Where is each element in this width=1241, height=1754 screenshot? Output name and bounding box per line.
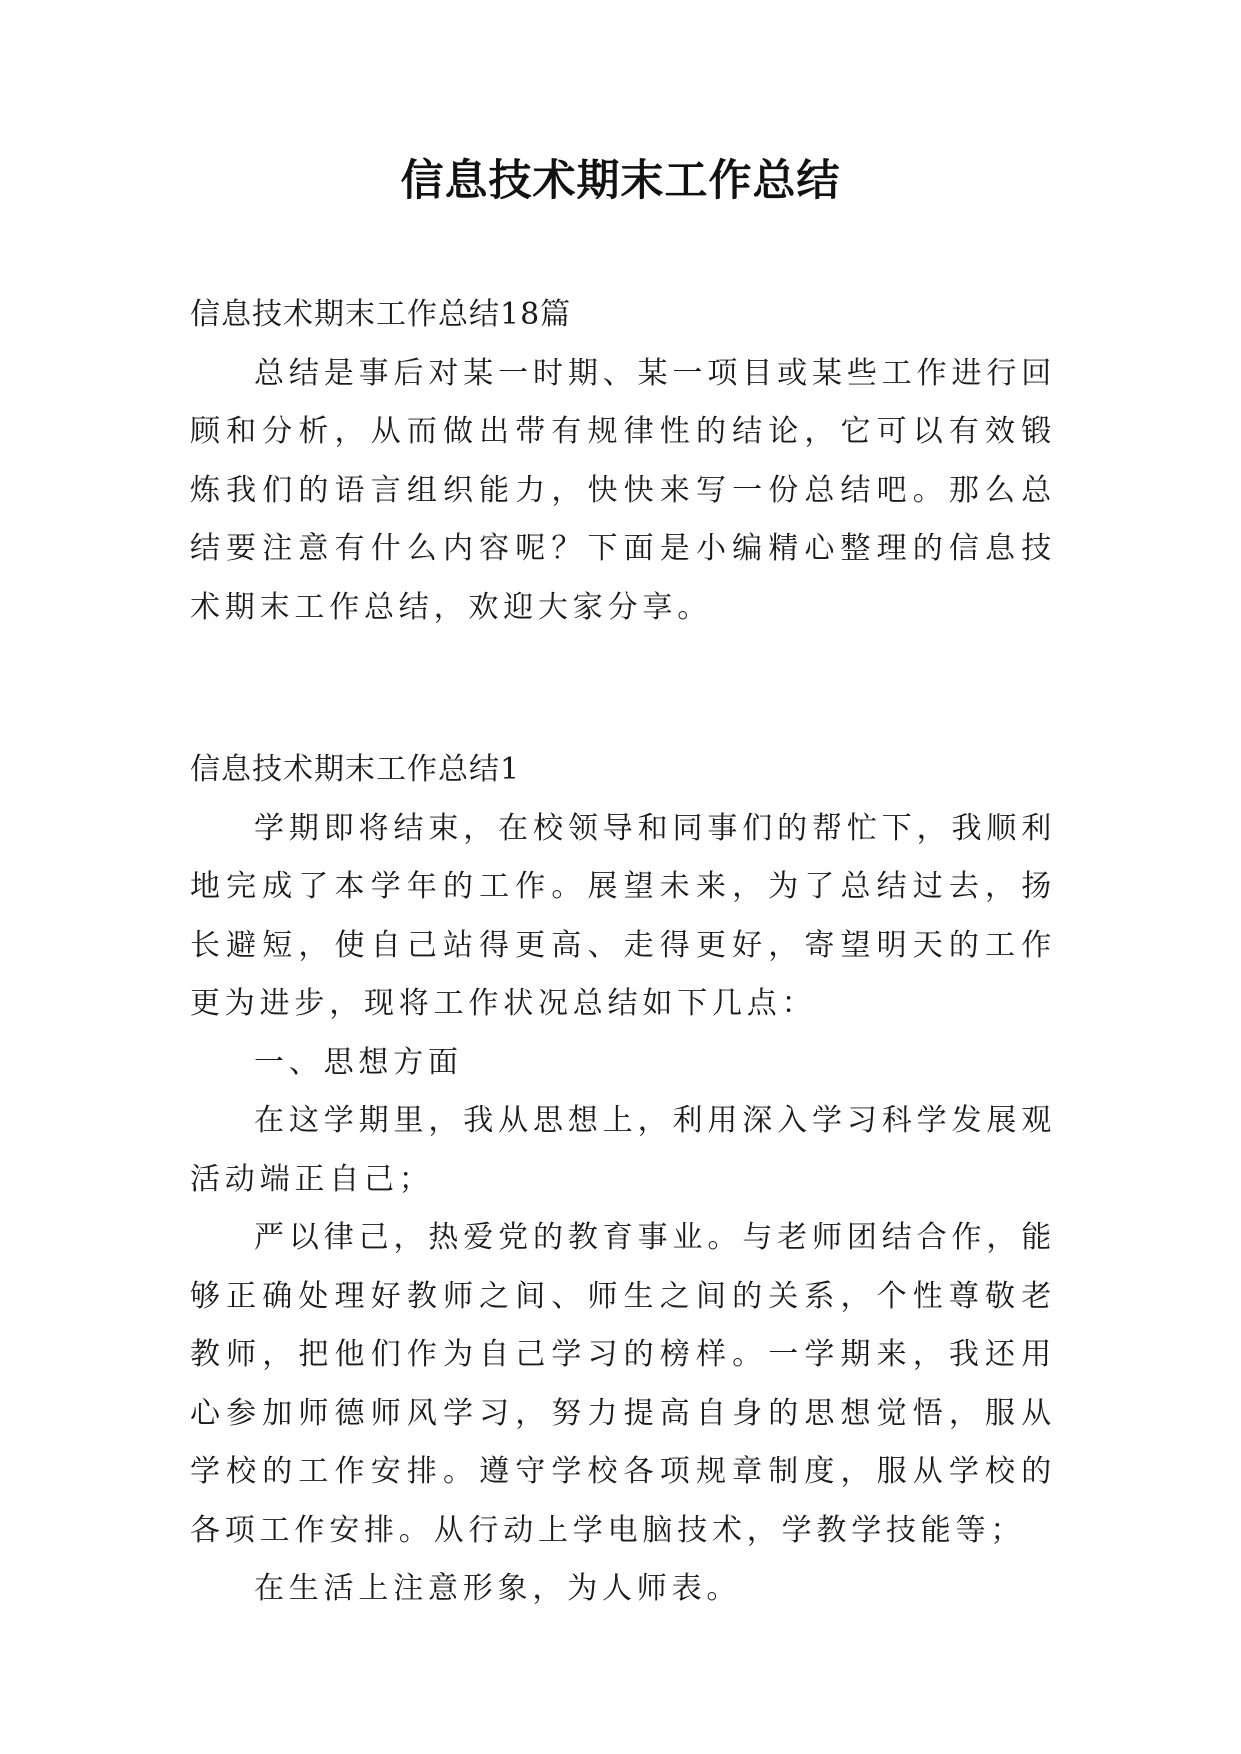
subsection-heading: 一、思想方面: [254, 1044, 463, 1080]
document-body: [190, 286, 1056, 1619]
body-paragraph: 在生活上注意形象，为人师表。: [254, 1571, 742, 1606]
document-subtitle: 信息技术期末工作总结18篇: [190, 297, 572, 332]
body-paragraph: 学期即将结束，在校领导和同事们的帮忙下，我顺利地完成了本学年的工作。展望未来，为了总结过去，扬长避短，使自己站得更高、走得更好，寄望明天的工作更为进步，现将工作状况总结如下几点：: [190, 810, 1056, 1021]
section-spacer: [190, 637, 1056, 741]
document-title: 信息技术期末工作总结: [400, 156, 841, 206]
body-paragraph: 在这学期里，我从思想上，利用深入学习科学发展观活动端正自己；: [190, 1103, 1056, 1197]
body-paragraph: 严以律己，热爱党的教育事业。与老师团结合作，能够正确处理好教师之间、师生之间的关系，个性尊敬老教师，把他们作为自己学习的榜样。一学期来，我还用心参加师德师风学习，努力提高自身的思想觉悟，服从学校的工作安排。遵守学校各项规章制度，服从学校的各项工作安排。从行动上学电脑技术，学教学技能等；: [190, 1220, 1056, 1548]
intro-paragraph: 总结是事后对某一时期、某一项目或某些工作进行回顾和分析，从而做出带有规律性的结论，它可以有效锻炼我们的语言组织能力，快快来写一份总结吧。那么总结要注意有什么内容呢？下面是小编精心整理的信息技术期末工作总结，欢迎大家分享。: [190, 355, 1056, 625]
section-heading: 信息技术期末工作总结1: [190, 752, 521, 787]
